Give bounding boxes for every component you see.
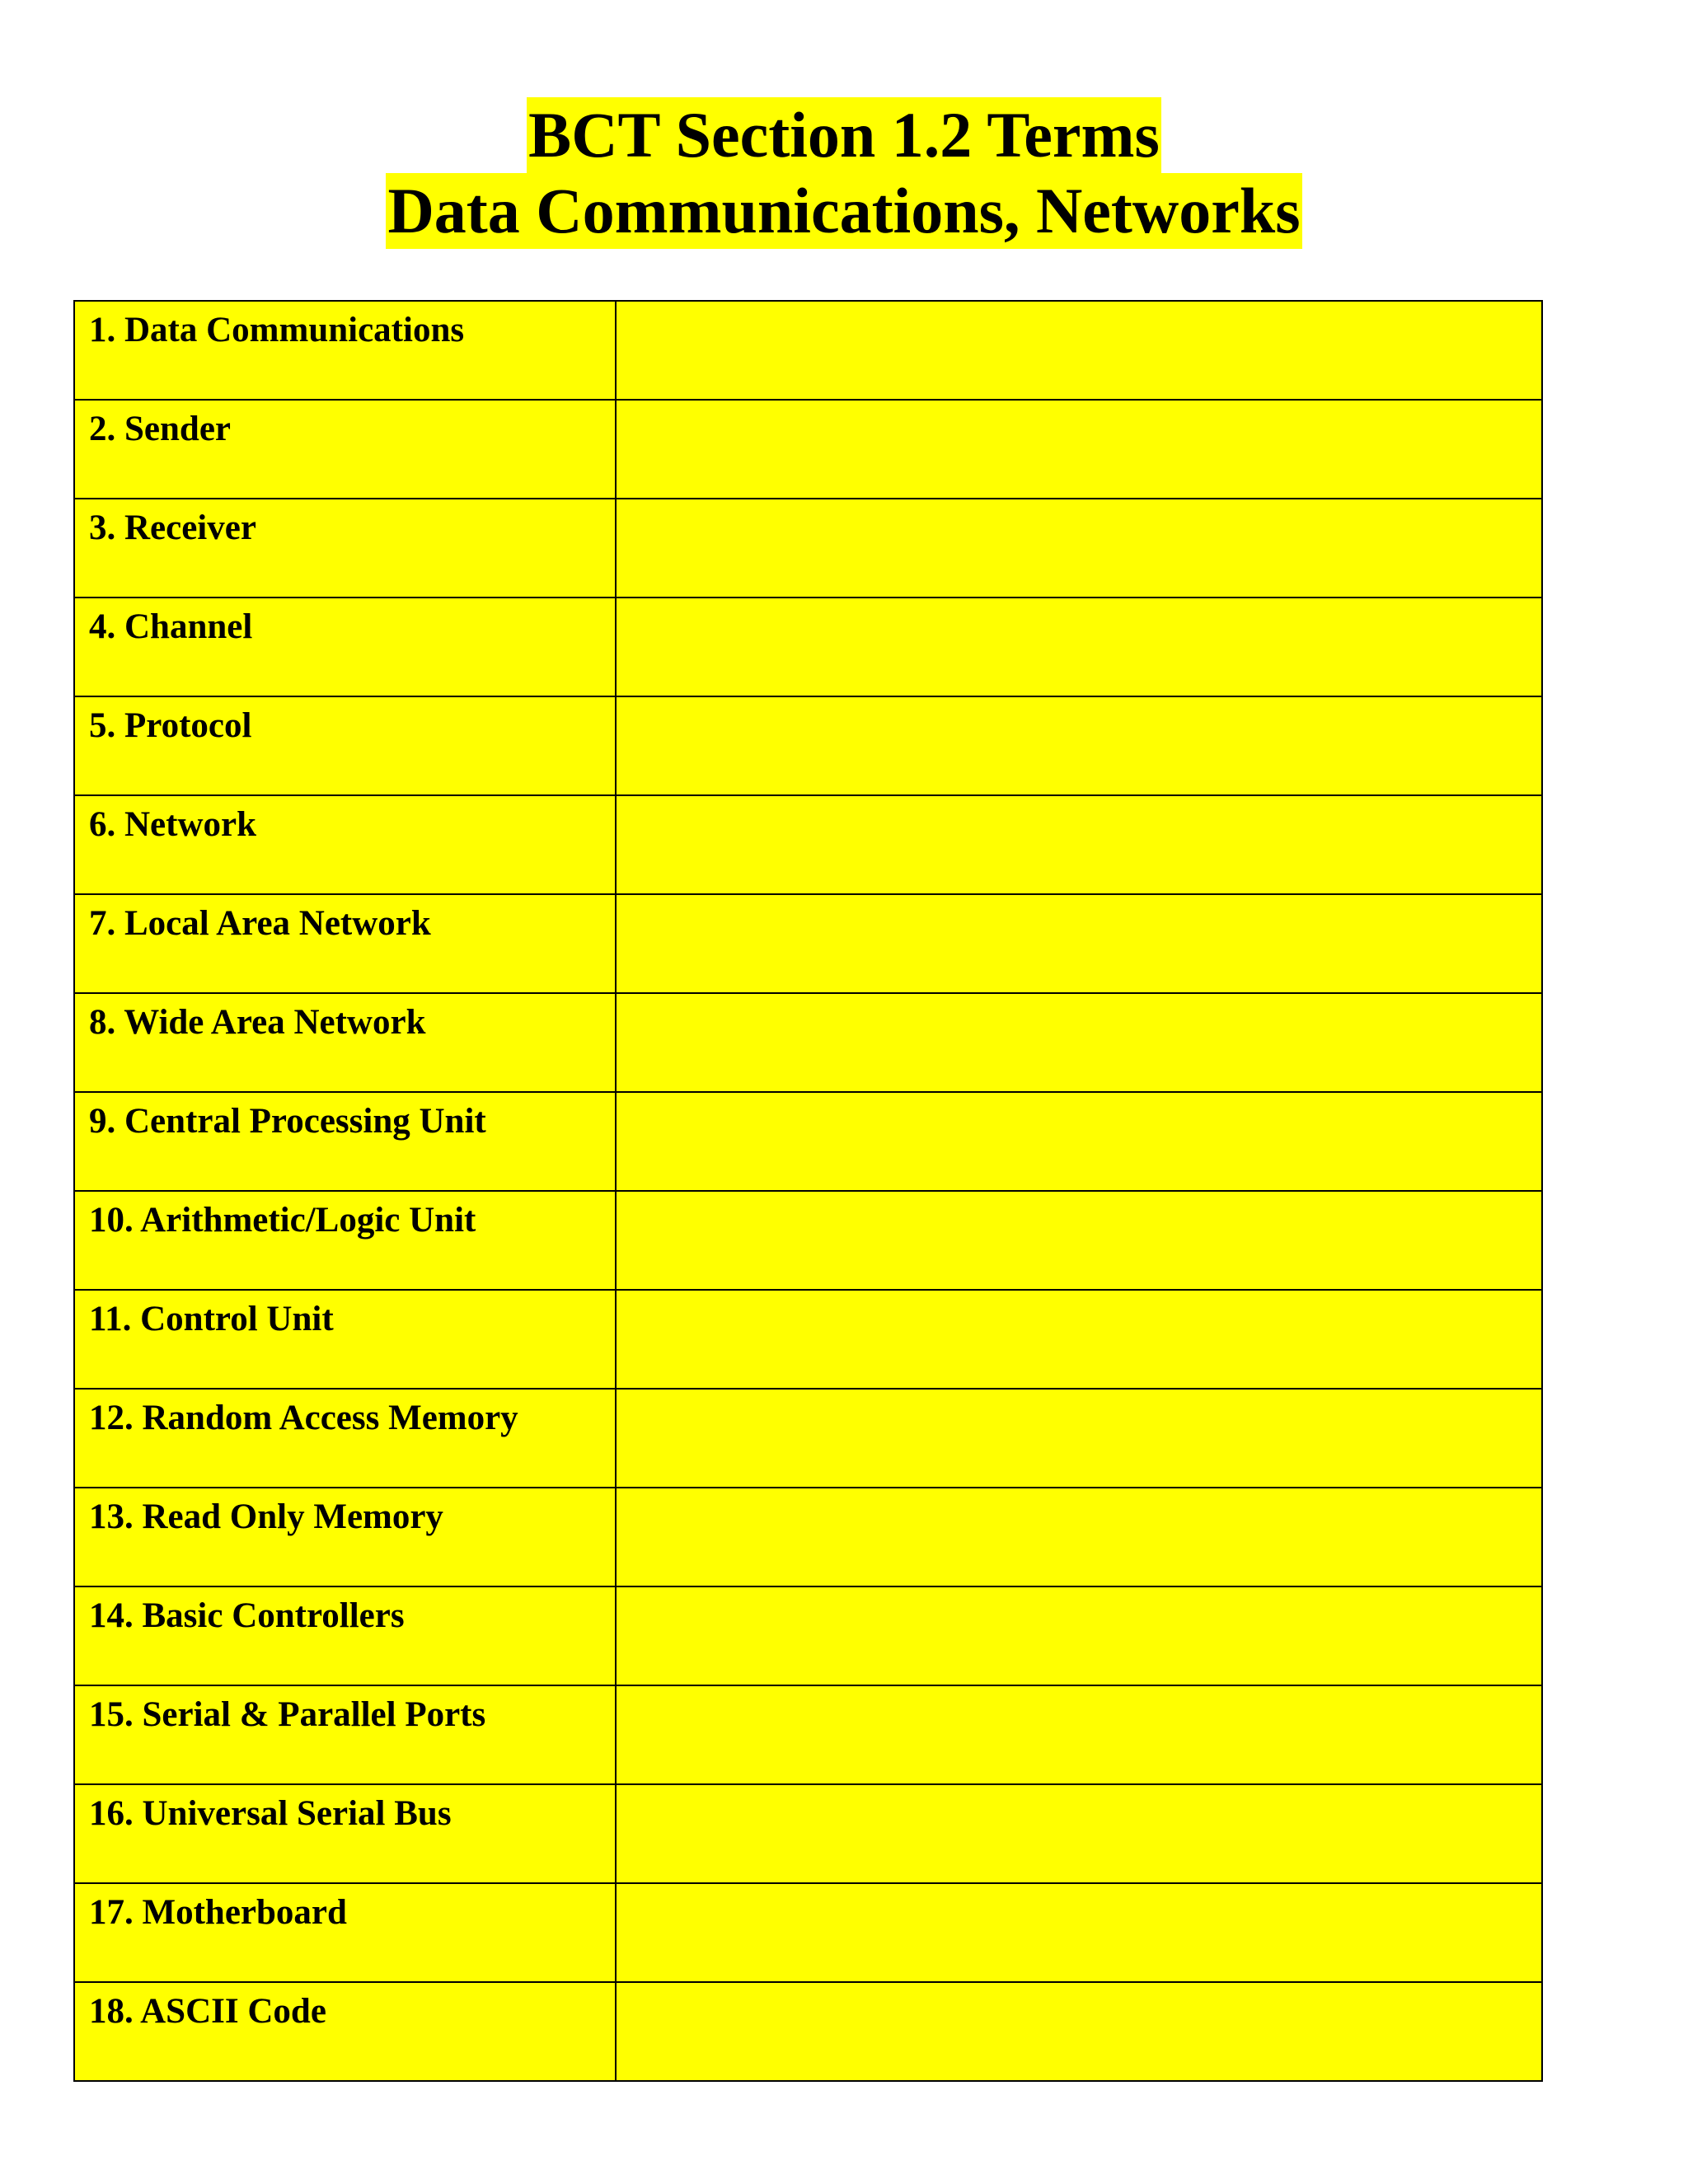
- term-cell: [74, 993, 616, 1092]
- term-cell: [74, 795, 616, 894]
- table-row: [74, 1488, 1542, 1586]
- term-cell: [74, 1191, 616, 1290]
- term-cell: [74, 1290, 616, 1389]
- term-label: 16. Universal Serial Bus: [89, 1794, 452, 1833]
- table-row: [74, 400, 1542, 499]
- term-label: 11. Control Unit: [89, 1300, 334, 1338]
- definition-cell[interactable]: [616, 1784, 1542, 1883]
- term-label: 14. Basic Controllers: [89, 1596, 405, 1635]
- definition-cell[interactable]: [616, 1982, 1542, 2081]
- term-label: 5. Protocol: [89, 706, 252, 745]
- definition-cell[interactable]: [616, 1389, 1542, 1488]
- term-cell: [74, 894, 616, 993]
- definition-cell[interactable]: [616, 1092, 1542, 1191]
- table-row: [74, 894, 1542, 993]
- table-row: [74, 1586, 1542, 1685]
- definition-cell[interactable]: [616, 1883, 1542, 1982]
- term-cell: [74, 598, 616, 696]
- term-label: 1. Data Communications: [89, 311, 465, 349]
- definition-cell[interactable]: [616, 993, 1542, 1092]
- table-row: [74, 598, 1542, 696]
- table-row: [74, 993, 1542, 1092]
- table-row: [74, 1784, 1542, 1883]
- definition-cell[interactable]: [616, 1586, 1542, 1685]
- definition-cell[interactable]: [616, 894, 1542, 993]
- table-row: [74, 1685, 1542, 1784]
- term-cell: [74, 1982, 616, 2081]
- term-cell: [74, 1488, 616, 1586]
- table-row: [74, 499, 1542, 598]
- term-cell: [74, 499, 616, 598]
- title-line-2: Data Communications, Networks: [386, 173, 1301, 249]
- term-cell: [74, 1784, 616, 1883]
- table-row: [74, 1982, 1542, 2081]
- page-title: [0, 97, 1688, 249]
- title-line-1: BCT Section 1.2 Terms: [527, 97, 1161, 173]
- term-label: 3. Receiver: [89, 509, 256, 547]
- table-row: [74, 795, 1542, 894]
- term-label: 7. Local Area Network: [89, 904, 431, 943]
- term-label: 2. Sender: [89, 410, 231, 448]
- definition-cell[interactable]: [616, 400, 1542, 499]
- terms-table: [73, 300, 1543, 2082]
- term-label: 10. Arithmetic/Logic Unit: [89, 1201, 476, 1240]
- term-cell: [74, 400, 616, 499]
- terms-table-body: [74, 301, 1542, 2081]
- definition-cell[interactable]: [616, 696, 1542, 795]
- term-label: 9. Central Processing Unit: [89, 1102, 486, 1141]
- definition-cell[interactable]: [616, 1488, 1542, 1586]
- table-row: [74, 696, 1542, 795]
- term-label: 4. Channel: [89, 607, 253, 646]
- table-row: [74, 1389, 1542, 1488]
- term-cell: [74, 1389, 616, 1488]
- term-label: 15. Serial & Parallel Ports: [89, 1695, 486, 1734]
- term-cell: [74, 1685, 616, 1784]
- term-label: 8. Wide Area Network: [89, 1003, 426, 1042]
- definition-cell[interactable]: [616, 1290, 1542, 1389]
- definition-cell[interactable]: [616, 795, 1542, 894]
- table-row: [74, 1092, 1542, 1191]
- term-cell: [74, 1586, 616, 1685]
- term-cell: [74, 696, 616, 795]
- term-label: 13. Read Only Memory: [89, 1497, 443, 1536]
- table-row: [74, 1883, 1542, 1982]
- term-cell: [74, 1092, 616, 1191]
- term-label: 18. ASCII Code: [89, 1992, 326, 2031]
- term-label: 6. Network: [89, 805, 257, 844]
- term-cell: [74, 1883, 616, 1982]
- table-row: [74, 301, 1542, 400]
- definition-cell[interactable]: [616, 1685, 1542, 1784]
- definition-cell[interactable]: [616, 301, 1542, 400]
- table-row: [74, 1290, 1542, 1389]
- definition-cell[interactable]: [616, 499, 1542, 598]
- term-label: 17. Motherboard: [89, 1893, 347, 1932]
- term-cell: [74, 301, 616, 400]
- definition-cell[interactable]: [616, 598, 1542, 696]
- definition-cell[interactable]: [616, 1191, 1542, 1290]
- term-label: 12. Random Access Memory: [89, 1399, 518, 1437]
- table-row: [74, 1191, 1542, 1290]
